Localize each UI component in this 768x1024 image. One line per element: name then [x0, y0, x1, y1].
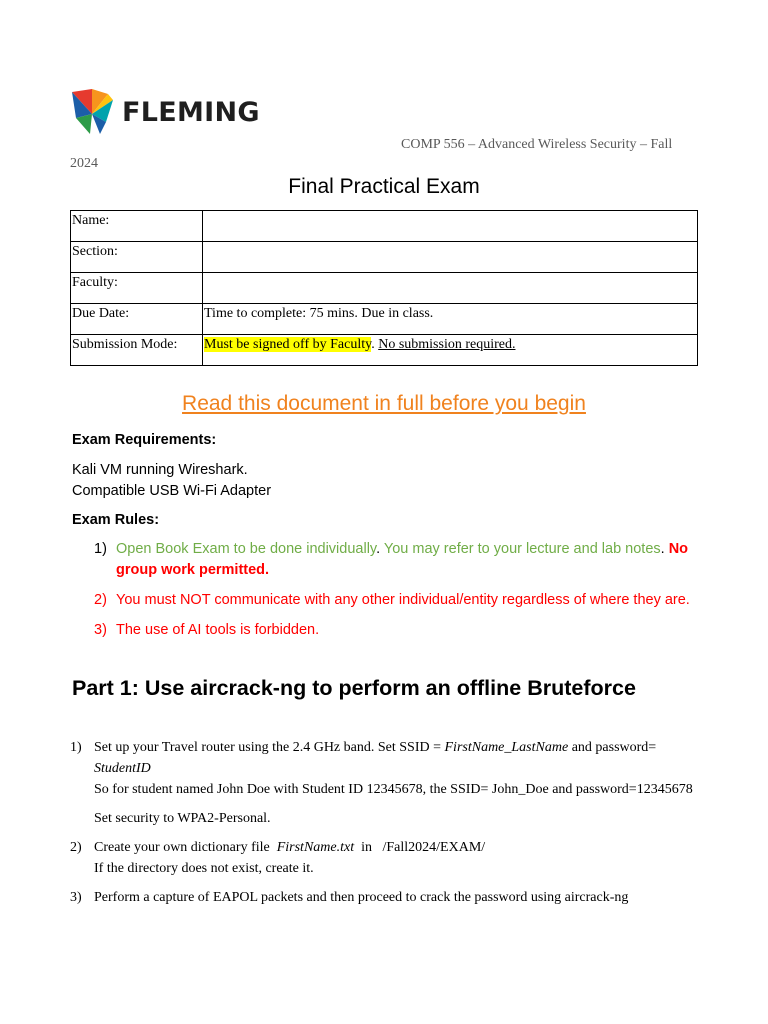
separator: . — [371, 337, 379, 352]
fleming-logo — [70, 88, 260, 136]
table-row — [71, 304, 698, 335]
rule-number: 1) — [94, 541, 107, 557]
list-item — [72, 539, 692, 581]
dictionary-filename: FirstName.txt — [276, 840, 355, 855]
list-item — [70, 837, 694, 879]
name-label: Name: — [71, 211, 203, 242]
step-security-note: Set security to WPA2-Personal. — [94, 811, 271, 826]
step-number: 3) — [70, 890, 82, 905]
requirement-item: Kali VM running Wireshark. — [72, 462, 248, 478]
part1-steps — [70, 737, 694, 916]
signoff-highlight: Must be signed off by Faculty — [204, 337, 372, 352]
table-row — [71, 242, 698, 273]
read-notice: Read this document in full before you begin — [182, 392, 586, 415]
table-row — [71, 335, 698, 366]
rule-green-text-2: You may refer to your lecture and lab notes — [380, 541, 661, 557]
step-number: 2) — [70, 840, 82, 855]
name-value[interactable] — [203, 211, 698, 242]
rule-text: You must NOT communicate with any other individual/entity regardless of where they are. — [116, 592, 690, 608]
rule-dot-2: . — [660, 541, 669, 557]
no-submission-text: No submission required. — [378, 337, 516, 352]
step-text-part: Set up your Travel router using the 2.4 GHz band. Set SSID = — [94, 740, 445, 755]
part1-heading: Part 1: Use aircrack-ng to perform an offline Bruteforce — [72, 676, 636, 700]
step-text-part: in /Fall2024/EXAM/ — [354, 840, 486, 855]
step-example: So for student named John Doe with Student ID 12345678, the SSID= John_Doe and password=12345678 — [94, 782, 693, 797]
table-row — [71, 211, 698, 242]
requirements-heading: Exam Requirements: — [72, 432, 217, 448]
password-placeholder: StudentID — [94, 761, 151, 776]
fleming-shield-icon — [70, 88, 114, 136]
ssid-placeholder: FirstName_LastName — [444, 740, 569, 755]
rule-text — [116, 539, 692, 581]
section-label: Section: — [71, 242, 203, 273]
rule-green-text: Open Book Exam to be done individually — [116, 541, 377, 557]
student-info-table — [70, 210, 698, 366]
list-item — [72, 620, 692, 641]
step-number: 1) — [70, 740, 82, 755]
step-text: Perform a capture of EAPOL packets and then proceed to crack the password using aircrack-ng — [94, 890, 629, 905]
due-date-label: Due Date: — [71, 304, 203, 335]
step-text-part: and password= — [568, 740, 657, 755]
rule-text: The use of AI tools is forbidden. — [116, 622, 320, 638]
submission-mode-label: Submission Mode: — [71, 335, 203, 366]
rule-number: 3) — [94, 622, 107, 638]
fleming-wordmark: FLEMING — [122, 96, 260, 128]
rule-number: 2) — [94, 592, 107, 608]
rule-red-bold-text: No group work permitted. — [116, 541, 689, 578]
rules-list — [72, 539, 692, 650]
table-row — [71, 273, 698, 304]
requirement-item: Compatible USB Wi-Fi Adapter — [72, 483, 272, 499]
step-note: If the directory does not exist, create it. — [94, 861, 314, 876]
rule-dot: . — [376, 541, 381, 557]
page-title: Final Practical Exam — [288, 175, 480, 198]
requirements-list — [72, 460, 271, 502]
list-item — [72, 590, 692, 611]
rules-heading: Exam Rules: — [72, 512, 160, 528]
list-item — [70, 737, 694, 829]
faculty-label: Faculty: — [71, 273, 203, 304]
due-date-value: Time to complete: 75 mins. Due in class. — [203, 304, 698, 335]
submission-mode-value — [203, 335, 698, 366]
section-value[interactable] — [203, 242, 698, 273]
course-header: COMP 556 – Advanced Wireless Security – Fall 2024 — [70, 137, 673, 171]
step-text — [94, 737, 694, 829]
step-text-part: Create your own dictionary file — [94, 840, 277, 855]
step-text — [94, 837, 694, 879]
faculty-value[interactable] — [203, 273, 698, 304]
list-item — [70, 887, 694, 908]
